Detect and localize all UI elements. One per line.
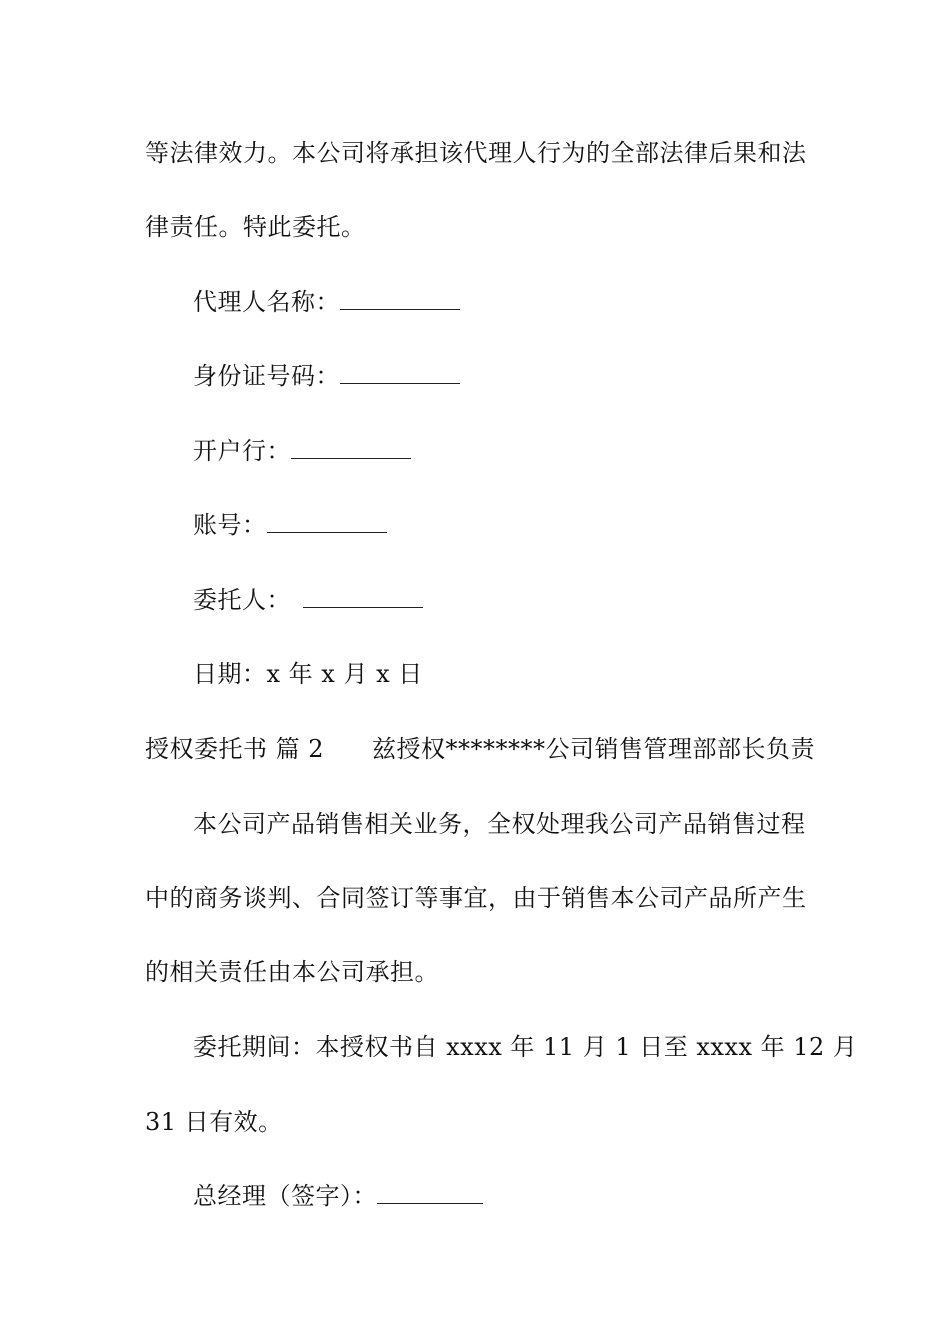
section-title: 授权委托书 篇 2 — [145, 735, 325, 763]
principal-label: 委托人： — [193, 586, 291, 614]
account-blank — [267, 510, 387, 533]
bank-blank — [291, 436, 411, 459]
paragraph-line: 的相关责任由本公司承担。 — [145, 958, 439, 986]
agent-name-field — [193, 287, 460, 317]
section-heading — [145, 734, 815, 764]
id-number-label: 身份证号码： — [193, 362, 340, 390]
paragraph-line: 中的商务谈判、合同签订等事宜，由于销售本公司产品所产生 — [145, 884, 807, 912]
principal-field — [193, 585, 423, 615]
bank-label: 开户行： — [193, 437, 291, 465]
account-field — [193, 510, 387, 540]
period-line: 31 日有效。 — [145, 1108, 283, 1136]
signature-blank — [377, 1181, 483, 1204]
signature-label: 总经理（签字）： — [193, 1182, 377, 1210]
date-line: 日期：x 年 x 月 x 日 — [193, 660, 423, 688]
account-label: 账号： — [193, 511, 267, 539]
principal-blank — [303, 585, 423, 608]
agent-name-blank — [340, 287, 460, 310]
section-heading-continuation: 兹授权********公司销售管理部部长负责 — [372, 735, 816, 763]
signature-field — [193, 1181, 483, 1211]
paragraph-line: 律责任。特此委托。 — [145, 213, 366, 241]
agent-name-label: 代理人名称： — [193, 288, 340, 316]
id-number-field — [193, 361, 460, 391]
paragraph-line: 等法律效力。本公司将承担该代理人行为的全部法律后果和法 — [145, 139, 807, 167]
period-line: 委托期间：本授权书自 xxxx 年 11 月 1 日至 xxxx 年 12 月 — [193, 1033, 858, 1061]
id-number-blank — [340, 361, 460, 384]
bank-field — [193, 436, 411, 466]
paragraph-line: 本公司产品销售相关业务，全权处理我公司产品销售过程 — [193, 810, 806, 838]
